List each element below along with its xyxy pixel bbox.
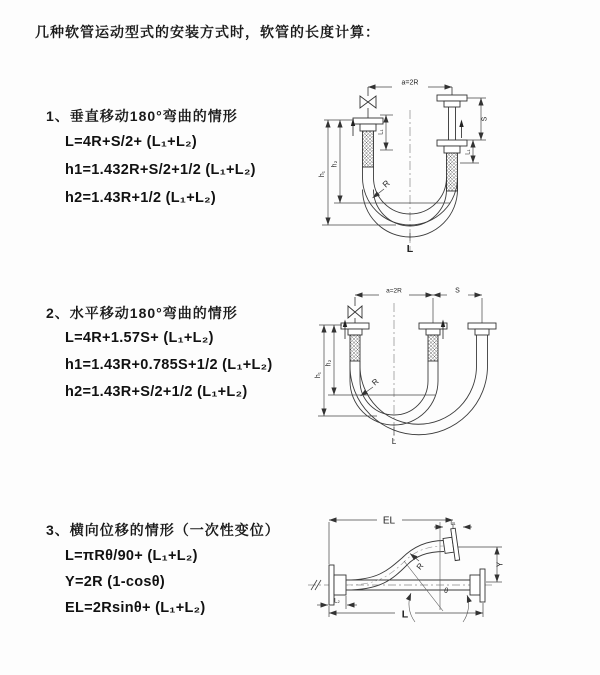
- braided-hose-section: [447, 153, 458, 191]
- section-2-heading: 2、水平移动180°弯曲的情形: [46, 305, 238, 321]
- dim-label-h2: h₂: [325, 359, 333, 367]
- section-1-formula-h2: h2=1.43R+1/2 (L₁+L₂): [65, 190, 217, 206]
- dim-label-theta: θ: [444, 588, 448, 595]
- page-title: 几种软管运动型式的安装方式时，软管的长度计算：: [35, 24, 380, 40]
- dim-label-l2: L₂: [334, 598, 340, 605]
- dimension-lines: [322, 87, 486, 241]
- dim-label-h1: h₁: [319, 170, 326, 178]
- dim-label-l: L: [391, 437, 397, 446]
- dim-label-l: L: [401, 608, 409, 621]
- section-1-heading: 1、垂直移动180°弯曲的情形: [46, 108, 238, 124]
- dim-label-a2r: a=2R: [386, 287, 402, 295]
- construction-lines: [401, 522, 469, 622]
- dim-label-l1: L₁: [450, 520, 456, 527]
- left-pipe-fitting: [351, 87, 383, 167]
- displaced-hose-position: [346, 541, 444, 591]
- dim-label-r: R: [414, 561, 426, 572]
- dim-label-s: S: [481, 116, 489, 122]
- dim-label-l1-left: L₁: [378, 129, 385, 135]
- left-pipe-fitting: [341, 297, 369, 361]
- section-3-heading: 3、横向位移的情形（一次性变位）: [46, 522, 280, 538]
- dim-label-r: R: [370, 376, 381, 388]
- braided-hose-section: [363, 131, 374, 167]
- right-pipe-fitting: [437, 87, 467, 191]
- section-3-formula-l: L=πRθ/90+ (L₁+L₂): [65, 548, 198, 564]
- dim-label-h1: h₁: [315, 371, 322, 379]
- section-2-formula-h1: h1=1.43R+0.785S+1/2 (L₁+L₂): [65, 357, 273, 373]
- flange-position-2: [468, 323, 496, 329]
- flange-upper-position: [437, 95, 467, 101]
- dim-label-el: EL: [382, 515, 396, 527]
- section-1-formula-l: L=4R+S/2+ (L₁+L₂): [65, 134, 197, 150]
- valve-icon: [348, 306, 362, 318]
- dim-label-h2: h₂: [331, 160, 339, 168]
- right-flange-displaced: [442, 528, 460, 562]
- section-2-formula-l: L=4R+1.57S+ (L₁+L₂): [65, 330, 214, 346]
- dim-label-s: S: [455, 287, 460, 295]
- flange: [353, 118, 383, 124]
- diagram-vertical-180-bend: [300, 62, 590, 257]
- right-pipe-fitting: [468, 298, 496, 335]
- right-flange-straight: [470, 569, 485, 602]
- dimension-lines: [318, 295, 482, 435]
- movement-arrow: [459, 120, 463, 139]
- dim-label-l1-right: L₁: [465, 149, 472, 155]
- middle-pipe-fitting: [419, 298, 447, 361]
- hose-arcs: [350, 335, 488, 435]
- section-3-formula-y: Y=2R (1-cosθ): [65, 574, 165, 590]
- braided-hose-section: [428, 335, 438, 361]
- diagram-horizontal-180-bend: [305, 283, 595, 458]
- dim-label-a2r: a=2R: [401, 79, 419, 87]
- dim-label-r: R: [380, 178, 392, 190]
- section-2-formula-h2: h2=1.43R+S/2+1/2 (L₁+L₂): [65, 384, 248, 400]
- diagram-lateral-displacement: [300, 498, 600, 658]
- dim-label-y: Y: [495, 561, 505, 568]
- section-1-formula-h1: h1=1.432R+S/2+1/2 (L₁+L₂): [65, 162, 256, 178]
- section-3-formula-el: EL=2Rsinθ+ (L₁+L₂): [65, 600, 206, 616]
- dim-label-l: L: [406, 243, 414, 255]
- flange-lower-position: [437, 140, 467, 146]
- valve-icon: [360, 96, 376, 108]
- braided-hose-section: [350, 335, 360, 361]
